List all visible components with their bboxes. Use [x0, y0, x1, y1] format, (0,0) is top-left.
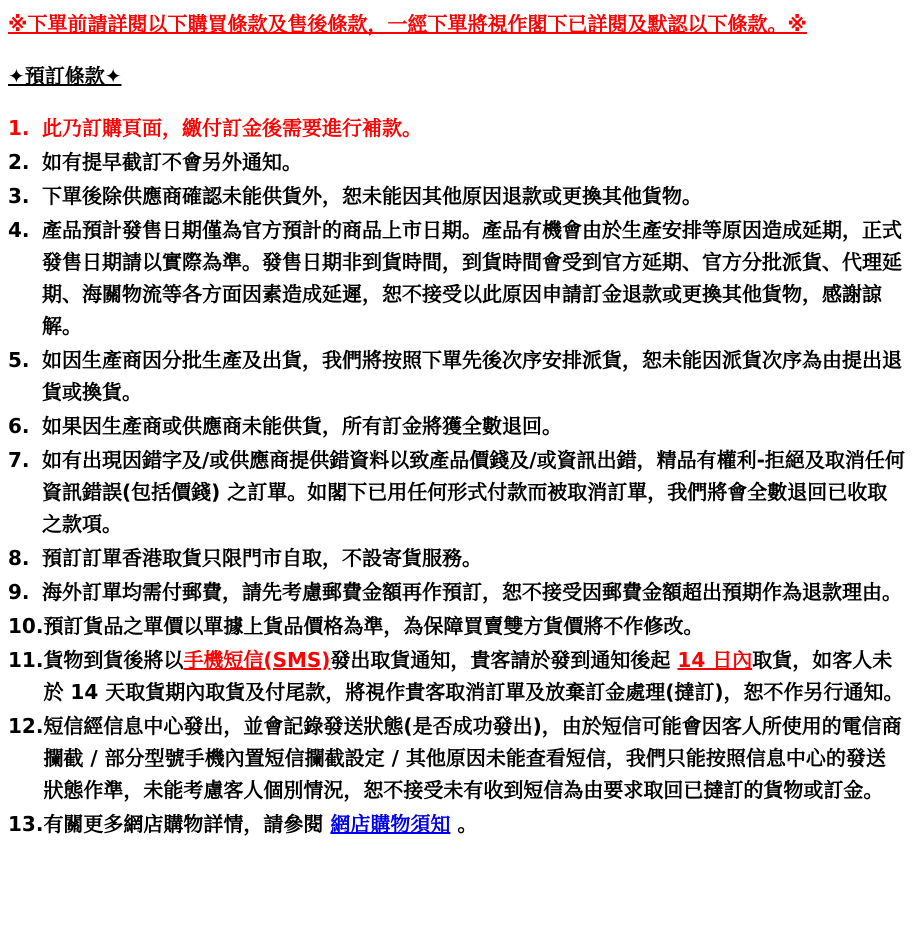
term-text-segment: 有關更多網店購物詳情，請參閱 — [43, 812, 331, 836]
term-number: 5. — [8, 348, 30, 372]
term-text-segment: 預訂貨品之單價以單據上貨品價格為準，為保障買賣雙方貨價將不作修改。 — [43, 614, 704, 638]
term-text — [43, 610, 905, 642]
term-item — [8, 576, 905, 608]
term-text-segment: 如有出現因錯字及/或供應商提供錯資料以致產品價錢及/或資訊出錯，精品有權利-拒絕及取消任何資訊錯誤(包括價錢) 之訂單。如閣下已用任何形式付款而被取消訂單，我們將會全數退回已收取之款項。 — [42, 448, 905, 536]
term-item — [8, 542, 905, 574]
term-number: 4. — [8, 218, 30, 242]
terms-list — [8, 112, 905, 840]
term-number: 2. — [8, 150, 30, 174]
term-text — [42, 146, 905, 178]
term-text-segment: 貨物到貨後將以 — [43, 648, 184, 672]
term-text-segment: 預訂訂單香港取貨只限門市自取，不設寄貨服務。 — [42, 546, 482, 570]
term-text-segment: 取貨，如客人未於 14 天取貨期內取貨及付尾款，將視作貴客取消訂單及放棄訂金處理(撻訂)，恕不作另行通知。 — [43, 648, 904, 704]
term-item — [8, 214, 905, 342]
term-text-segment: 下單後除供應商確認未能供貨外，恕未能因其他原因退款或更換其他貨物。 — [42, 184, 702, 208]
term-item — [8, 644, 905, 708]
term-text — [43, 644, 905, 708]
term-text — [43, 808, 905, 840]
term-text-segment: 如因生產商因分批生產及出貨，我們將按照下單先後次序安排派貨，恕未能因派貨次序為由提出退貨或換貨。 — [42, 348, 902, 404]
term-item — [8, 610, 905, 642]
purchase-notice-banner: ※下單前請詳閱以下購買條款及售後條款，一經下單將視作閣下已詳閱及默認以下條款。※ — [8, 12, 807, 36]
term-text — [42, 444, 905, 540]
term-number: 3. — [8, 184, 30, 208]
term-text-segment: 短信經信息中心發出，並會記錄發送狀態(是否成功發出)，由於短信可能會因客人所使用的電信商攔截 / 部分型號手機內置短信攔截設定 / 其他原因未能查看短信，我們只能按照信息中心的發送狀態作準，未能考慮客人個別情況，恕不接受未有收到短信為由要求取回已撻訂的貨物或訂金。 — [43, 714, 902, 802]
term-item — [8, 112, 905, 144]
term-item — [8, 444, 905, 540]
term-number: 13. — [8, 812, 44, 836]
term-text — [42, 542, 905, 574]
shop-notice-link[interactable]: 網店購物須知 — [330, 812, 451, 836]
term-text-segment: 海外訂單均需付郵費，請先考慮郵費金額再作預訂，恕不接受因郵費金額超出預期作為退款理由。 — [42, 580, 902, 604]
section-title-preorder-terms: ✦預訂條款✦ — [8, 64, 122, 88]
term-text-segment: 手機短信(SMS) — [183, 648, 331, 672]
term-text — [43, 710, 905, 806]
term-text-segment: 14 日內 — [677, 648, 753, 672]
term-number: 10. — [8, 614, 44, 638]
term-number: 7. — [8, 448, 30, 472]
term-text-segment: 發出取貨通知，貴客請於發到通知後起 — [330, 648, 678, 672]
term-text-segment: 產品預計發售日期僅為官方預計的商品上市日期。產品有機會由於生產安排等原因造成延期，正式發售日期請以實際為準。發售日期非到貨時間，到貨時間會受到官方延期、官方分批派貨、代理延期、海關物流等各方面因素造成延遲，恕不接受以此原因申請訂金退款或更換其他貨物，感謝諒解。 — [42, 218, 902, 338]
term-text-segment: 。 — [450, 812, 478, 836]
term-number: 6. — [8, 414, 30, 438]
term-text — [42, 112, 905, 144]
term-number: 11. — [8, 648, 44, 672]
term-number: 1. — [8, 116, 30, 140]
term-text — [42, 576, 905, 608]
term-text — [42, 410, 905, 442]
term-number: 9. — [8, 580, 30, 604]
term-item — [8, 410, 905, 442]
term-text — [42, 344, 905, 408]
term-text-segment: 如果因生產商或供應商未能供貨，所有訂金將獲全數退回。 — [42, 414, 562, 438]
term-item — [8, 146, 905, 178]
term-text-segment: 此乃訂購頁面，繳付訂金後需要進行補款。 — [42, 116, 422, 140]
term-item — [8, 180, 905, 212]
term-item — [8, 808, 905, 840]
term-item — [8, 710, 905, 806]
term-text — [42, 180, 905, 212]
term-item — [8, 344, 905, 408]
term-number: 8. — [8, 546, 30, 570]
term-text — [42, 214, 905, 342]
term-number: 12. — [8, 714, 44, 738]
term-text-segment: 如有提早截訂不會另外通知。 — [42, 150, 302, 174]
